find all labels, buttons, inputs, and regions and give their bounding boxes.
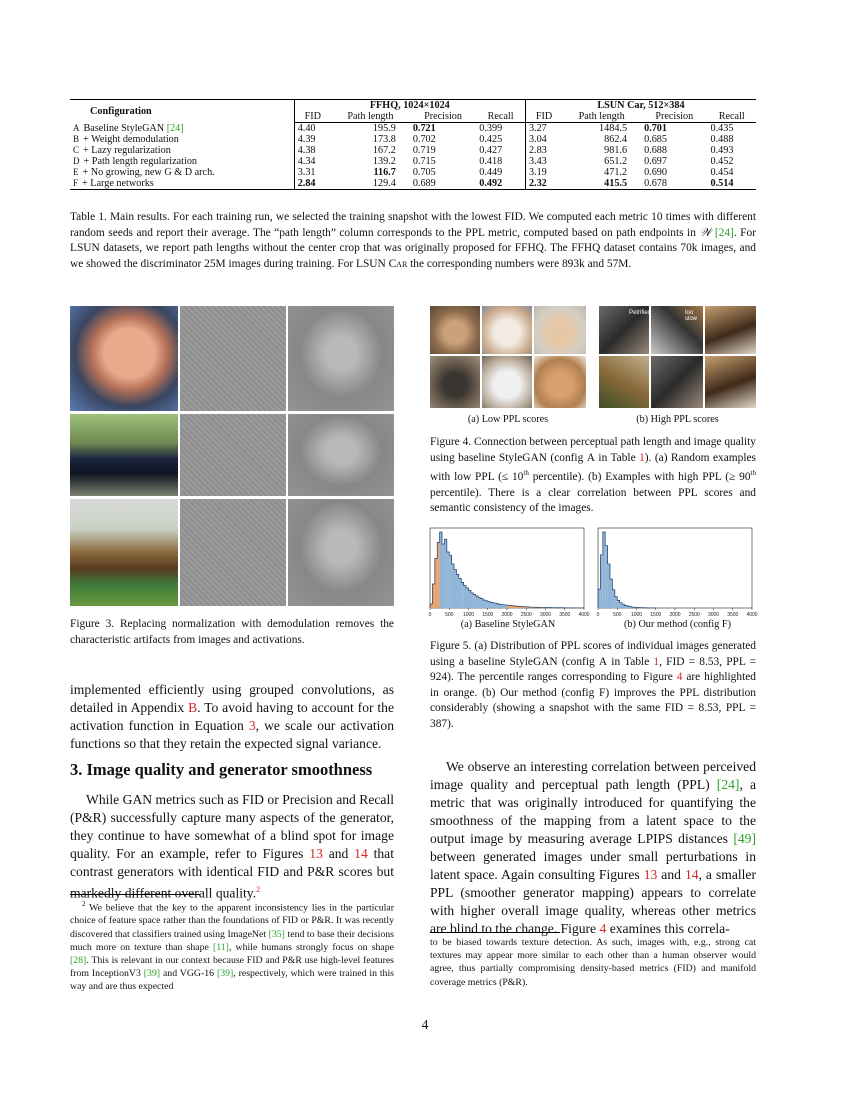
right-paragraph-1: We observe an interesting correlation between perceived image quality and perceptual path length (PPL) [24], a metric that was originally introduced for quantifying the smoothness of the mapping from a latent space to the output image by measuring average LPIPS distances [49] between generated images under small perturbations in latent space. Again consulting Figures 13 and 14, a smaller PPL (smoother generator mapping) appears to correlate with higher overall image quality, whereas other metrics are blind to the change. Figure 4 examines this correla-: [430, 759, 756, 936]
x-tick-label: 500: [445, 612, 454, 618]
ffhq-metric-cell: 0.705: [412, 167, 436, 178]
figure-14-link[interactable]: 14: [354, 846, 368, 861]
lsun-metric-cell: 1484.5: [599, 123, 628, 134]
histogram-bar: [471, 593, 473, 608]
ffhq-metric-cell: 0.719: [412, 145, 436, 156]
config-label: F + Large networks: [70, 178, 294, 190]
figure-4b-subcaption: (b) High PPL scores: [636, 414, 719, 425]
metric-header: Recall: [476, 111, 525, 123]
lsun-metric-cell: 0.701: [644, 123, 667, 134]
cat-image: [482, 306, 532, 354]
lsun-metric-cell: 0.685: [644, 134, 667, 145]
histogram-bar: [466, 588, 468, 608]
histogram-bar: [459, 578, 461, 608]
figure-4a-subcaption: (a) Low PPL scores: [467, 414, 549, 425]
histogram-bar: [598, 589, 600, 608]
histogram-bar: [600, 555, 602, 608]
histogram-bar: [505, 605, 507, 608]
histogram-bar: [608, 564, 610, 608]
lsun-metric-cell: 0.452: [710, 156, 734, 167]
plot-frame: [598, 528, 752, 608]
histogram-bar: [490, 602, 492, 608]
footnote-marker[interactable]: 2: [256, 885, 261, 894]
histogram-bar: [502, 605, 504, 608]
figure-13-link[interactable]: 13: [309, 846, 323, 861]
histogram-bar: [495, 603, 497, 608]
ffhq-metric-cell: 0.715: [412, 156, 436, 167]
table-row: [70, 134, 756, 145]
lsun-metric-cell: 3.19: [525, 167, 562, 178]
lsun-metric-cell: 2.32: [525, 178, 562, 190]
lsun-metric-cell: 0.697: [644, 156, 667, 167]
table-row: [70, 145, 756, 156]
config-label: D + Path length regularization: [73, 156, 198, 167]
lsun-metric-cell: 471.2: [604, 167, 628, 178]
figure-3-car-activation-1: [180, 414, 286, 496]
ffhq-metric-cell: 173.8: [372, 134, 396, 145]
figure-5b-subcaption: (b) Our method (config F): [624, 619, 731, 630]
figure-3-face-activation-2: [288, 306, 394, 411]
footnote-continuation-rule: [430, 932, 560, 933]
ffhq-metric-cell: 0.399: [479, 123, 503, 134]
figure-5a-subcaption: (a) Baseline StyleGAN: [460, 619, 556, 630]
table-row: [70, 167, 756, 178]
lsun-metric-cell: 3.43: [525, 156, 562, 167]
cat-image: Petrified: [599, 306, 649, 354]
ffhq-header: FFHQ, 1024×1024: [294, 100, 525, 112]
lsun-metric-cell: 0.493: [710, 145, 734, 156]
ffhq-metric-cell: 0.702: [412, 134, 436, 145]
config-header: Configuration: [70, 100, 294, 123]
histogram-bar: [488, 602, 490, 608]
histogram-bar: [469, 590, 471, 608]
cat-image: [651, 356, 703, 408]
x-tick-label: 3000: [707, 612, 720, 618]
footnote-continuation: to be biased towards texture detection. As such, images with, e.g., strong cat textures may appear more similar to each other than a human observer would agree, thus partially compromising density-based metrics (FID) and manifold coverage metrics (P&R).: [430, 937, 756, 988]
histogram-bar: [507, 605, 509, 608]
histogram-bar: [449, 555, 451, 608]
x-tick-label: 4000: [578, 612, 590, 618]
histogram-bar: [622, 604, 624, 608]
x-tick-label: 3500: [559, 612, 571, 618]
ffhq-metric-cell: 0.425: [479, 134, 503, 145]
appendix-link[interactable]: B: [188, 700, 198, 715]
lsun-metric-cell: 0.488: [710, 134, 734, 145]
histogram-bar: [452, 564, 454, 608]
section-heading: 3. Image quality and generator smoothness: [70, 760, 373, 779]
page-number: 4: [421, 1017, 429, 1032]
x-tick-label: 3000: [539, 612, 552, 618]
histogram-bar: [605, 546, 607, 608]
x-tick-label: 1500: [650, 612, 662, 618]
x-tick-label: 2500: [520, 612, 532, 618]
figure-3-caption: Figure 3. Replacing normalization with demodulation removes the characteristic artifacts from images and activations.: [70, 618, 394, 646]
equation-link[interactable]: 3: [248, 718, 256, 733]
table-row: [70, 178, 756, 190]
histogram-bar: [493, 603, 495, 608]
cat-image: [705, 356, 756, 408]
figure-5-caption: Figure 5. (a) Distribution of PPL scores of individual images generated using a baseline StyleGAN (config A in Table 1, FID = 8.53, PPL = 924). The percentile ranges corresponding to Figure 4 are highlighted in orange. (b) Our method (config F) improves the PPL distribution considerably (showing a snapshot with the same FID = 8.53, PPL = 387).: [430, 640, 756, 730]
histogram-bar: [500, 604, 502, 608]
lsun-metric-cell: 0.690: [644, 167, 667, 178]
cat-image: too slow: [651, 306, 703, 354]
metric-header: FID: [525, 111, 562, 123]
histogram-bar: [497, 604, 499, 608]
cat-image: [705, 306, 756, 354]
config-label: B + Weight demodulation: [73, 134, 179, 145]
lsun-metric-cell: 862.4: [604, 134, 628, 145]
ffhq-metric-cell: 0.689: [410, 178, 476, 190]
cat-image: [534, 306, 586, 354]
citation-link[interactable]: [24]: [714, 226, 734, 239]
ffhq-metric-cell: 139.2: [372, 156, 396, 167]
cat-image: [430, 306, 480, 354]
x-tick-label: 4000: [746, 612, 758, 618]
table-row: [70, 123, 756, 135]
histogram-bar: [478, 598, 480, 608]
ffhq-metric-cell: 3.31: [294, 167, 331, 178]
left-paragraph-2: While GAN metrics such as FID or Precision and Recall (P&R) successfully capture many aspects of the generator, they continue to have somewhat of a blind spot for image quality. For an example, refer to Figures 13 and 14 that contrast generators with identical FID and P&R scores but markedly different overall quality.$^2$: [70, 792, 394, 901]
lsun-header: LSUN Car, 512×384: [525, 100, 756, 112]
ffhq-metric-cell: 167.2: [372, 145, 396, 156]
citation-link[interactable]: [24]: [166, 122, 184, 134]
ffhq-metric-cell: 0.418: [479, 156, 503, 167]
lsun-metric-cell: 415.5: [562, 178, 641, 190]
ffhq-metric-cell: 4.34: [294, 156, 331, 167]
x-tick-label: 3500: [727, 612, 739, 618]
histogram-bar: [435, 558, 437, 608]
cat-image: [534, 356, 586, 408]
lsun-metric-cell: 0.454: [710, 167, 734, 178]
ffhq-metric-cell: 116.7: [373, 167, 396, 178]
histogram-bar: [509, 606, 511, 608]
lsun-metric-cell: 0.688: [644, 145, 667, 156]
results-table: [70, 99, 756, 190]
figure-4-caption: Figure 4. Connection between perceptual path length and image quality using baseline StyleGAN (config A in Table 1). (a) Random examples with low PPL (≤ 10th percentile). (b) Examples with high PPL (≥ 90th percentile). There is a clear correlation between PPL scores and semantic consistency of the images.: [430, 436, 756, 515]
ffhq-metric-cell: 4.40: [294, 123, 331, 135]
footnote-rule: [70, 894, 200, 895]
x-tick-label: 0: [596, 612, 600, 618]
cat-image: [430, 356, 480, 408]
x-tick-label: 500: [613, 612, 622, 618]
ffhq-metric-cell: 0.721: [412, 123, 436, 134]
cat-image: [482, 356, 532, 408]
config-label: A Baseline StyleGAN [24]: [73, 122, 184, 134]
ffhq-metric-cell: 4.39: [294, 134, 331, 145]
histogram-b-svg: [596, 526, 756, 618]
histogram-bar: [624, 605, 626, 608]
figure-5a-histogram: [428, 526, 588, 618]
figure-3-horse-activation-2: [288, 499, 394, 606]
config-label: C + Lazy regularization: [73, 145, 171, 156]
histogram-bar: [610, 579, 612, 608]
histogram-bar: [437, 542, 439, 608]
histogram-bar: [485, 601, 487, 608]
ffhq-metric-cell: 195.9: [372, 123, 396, 134]
histogram-bar: [617, 600, 619, 608]
histogram-bar: [615, 597, 617, 608]
figure-3-car-activation-2: [288, 414, 394, 496]
lsun-metric-cell: 981.6: [604, 145, 628, 156]
histogram-bar: [461, 582, 463, 608]
histogram-bar: [442, 544, 444, 608]
lsun-metric-cell: 3.04: [525, 134, 562, 145]
figure-3-horse-image: [70, 499, 178, 606]
metric-header: Path length: [562, 111, 641, 123]
histogram-bar: [603, 532, 605, 608]
config-label: E + No growing, new G & D arch.: [73, 167, 215, 178]
lsun-metric-cell: 2.83: [525, 145, 562, 156]
results-table-container: [70, 99, 756, 190]
histogram-bar: [456, 574, 458, 608]
footnote-2: $^2$ We believe that the key to the apparent inconsistency lies in the particular choice of feature space rather than the foundations of FID or P&R. It was recently discovered that classifiers trained using ImageNet [35] tend to base their decisions much more on texture than shape [11], while humans strongly focus on shape [28]. This is relevant in our context because FID and P&R use high-level features from InceptionV3 [39] and VGG-16 [39], respectively, which were trained in this way and are thus expected: [70, 900, 394, 993]
histogram-bar: [430, 604, 432, 608]
figure-3-car-image: [70, 414, 178, 496]
metric-header: FID: [294, 111, 331, 123]
x-tick-label: 2500: [688, 612, 700, 618]
lsun-metric-cell: 3.27: [525, 123, 562, 135]
histogram-bar: [612, 590, 614, 608]
figure-3-horse-activation-1: [180, 499, 286, 606]
x-tick-label: 0: [428, 612, 432, 618]
lsun-metric-cell: 0.435: [710, 123, 734, 134]
ffhq-metric-cell: 0.449: [479, 167, 503, 178]
histogram-bar: [620, 603, 622, 608]
metric-header: Path length: [331, 111, 410, 123]
histogram-bar: [440, 532, 442, 608]
table-caption: Table 1. Main results. For each training run, we selected the training snapshot with the lowest FID. We computed each metric 10 times with different random seeds and report their average. The “path length” column corresponds to the PPL metric, computed based on path endpoints in 𝒲 [24]. For LSUN datasets, we report path lengths without the center crop that was originally proposed for FFHQ. The FFHQ dataset contains 70k images, and we showed the discriminator 25M images during training. For LSUN Car the corresponding numbers were 893k and 57M.: [70, 211, 756, 270]
metric-header: Recall: [707, 111, 756, 123]
x-tick-label: 2000: [501, 612, 513, 618]
histogram-bar: [447, 552, 449, 608]
ffhq-metric-cell: 2.84: [294, 178, 331, 190]
histogram-bar: [476, 596, 478, 608]
figure-5b-histogram: [596, 526, 756, 618]
table-row: [70, 156, 756, 167]
x-tick-label: 2000: [669, 612, 681, 618]
lsun-metric-cell: 0.514: [707, 178, 756, 190]
histogram-bar: [483, 600, 485, 608]
histogram-a-svg: [428, 526, 588, 618]
x-tick-label: 1000: [462, 612, 475, 618]
ffhq-metric-cell: 4.38: [294, 145, 331, 156]
ffhq-metric-cell: 0.492: [476, 178, 525, 190]
left-paragraph-1: implemented efficiently using grouped convolutions, as detailed in Appendix B. To avoid having to account for the activation function in Equation 3, we scale our activation functions so that they retain the expected signal variance.: [70, 682, 395, 751]
x-tick-label: 1500: [482, 612, 494, 618]
cat-image: [599, 356, 649, 408]
figure-3-face-image: [70, 306, 178, 411]
metric-header: Precision: [410, 111, 476, 123]
histogram-bar: [444, 539, 446, 608]
ffhq-metric-cell: 0.427: [479, 145, 503, 156]
metric-header: Precision: [641, 111, 707, 123]
histogram-bar: [464, 586, 466, 608]
histogram-bar: [454, 570, 456, 608]
lsun-metric-cell: 651.2: [604, 156, 628, 167]
w-symbol: 𝒲: [699, 226, 712, 239]
x-tick-label: 1000: [630, 612, 643, 618]
histogram-bar: [481, 598, 483, 608]
ffhq-metric-cell: 129.4: [331, 178, 410, 190]
lsun-metric-cell: 0.678: [641, 178, 707, 190]
histogram-bar: [432, 584, 434, 608]
histogram-bar: [473, 594, 475, 608]
figure-3-face-activation-1: [180, 306, 286, 411]
